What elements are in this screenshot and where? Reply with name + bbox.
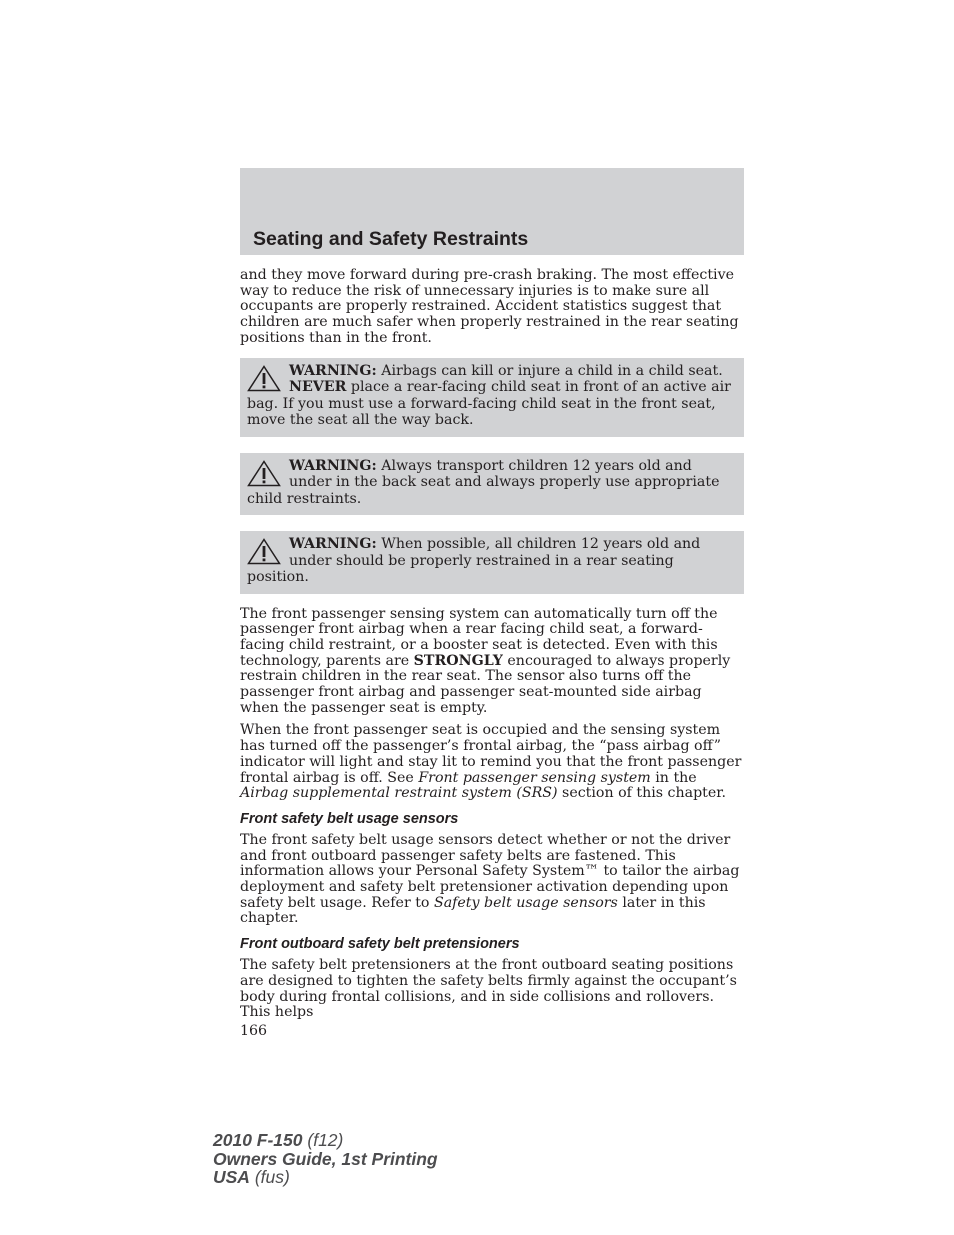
- page-number: 166: [240, 1022, 268, 1039]
- emphasis-never: NEVER: [289, 379, 347, 396]
- footer-line-guide: Owners Guide, 1st Printing: [213, 1148, 438, 1169]
- cross-reference: Safety belt usage sensors: [433, 894, 618, 911]
- usage-sensors-paragraph: The front safety belt usage sensors detect whether or not the driver and front outboard passenger safety belts are fastened. This information allows your Personal Safety System™ to tailor the airbag deployment and safety belt pretensioner activation depending upon safety belt usage. Refer to Safety belt usage sensors later in this chapter.: [240, 831, 740, 927]
- intro-paragraph: and they move forward during pre-crash braking. The most effective way to reduce the risk of unnecessary injuries is to make sure all occupants are properly restrained. Accident statistics suggest that children are much safer when properly restrained in the rear seating positions than in the front.: [240, 267, 739, 346]
- pretensioners-paragraph: The safety belt pretensioners at the front outboard seating positions are designed to tighten the safety belts firmly against the occupant’s body during frontal collisions, and in side collisions and rollovers. This helps: [240, 957, 737, 1021]
- sensing-paragraph: The front passenger sensing system can automatically turn off the passenger front airbag when a rear facing child seat, a forward-facing child restraint, or a booster seat is detected. Even with this technology, parents are STRONGLY encouraged to always properly restrain children in the rear seat. The sensor also turns off the passenger front airbag and passenger seat-mounted side airbag when the passenger seat is empty.: [240, 605, 731, 716]
- footer-line-model: 2010 F-150 (f12): [213, 1130, 344, 1150]
- warning-triangle-icon: [247, 365, 281, 392]
- cross-reference: Front passenger sensing system: [418, 769, 651, 786]
- warning-triangle-icon: [247, 460, 281, 487]
- chapter-title: Seating and Safety Restraints: [253, 228, 529, 250]
- page-content: [240, 268, 744, 1040]
- warning-text-2: WARNING: Always transport children 12 years old and under in the back seat and always properly use appropriate child restraints.: [247, 457, 720, 507]
- warning-label: WARNING:: [289, 457, 377, 474]
- warning-label: WARNING:: [289, 362, 377, 379]
- occupied-paragraph: When the front passenger seat is occupied and the sensing system has turned off the passenger’s frontal airbag, the “pass airbag off” indicator will light and stay lit to remind you that the front passenger frontal airbag is off. See Front passenger sensing system in the Airbag supplemental restraint system (SRS) section of this chapter.: [240, 722, 742, 802]
- section-heading-pretensioners: Front outboard safety belt pretensioners: [240, 936, 520, 953]
- warning-box-3: [240, 531, 744, 594]
- emphasis-strongly: STRONGLY: [413, 652, 503, 669]
- chapter-header-band: [240, 168, 744, 255]
- footer-line-region: USA (fus): [213, 1167, 290, 1187]
- warning-box-1: [240, 358, 744, 437]
- warning-text-1: WARNING: Airbags can kill or injure a child in a child seat. NEVER place a rear-facing child seat in front of an active air bag. If you must use a forward-facing child seat in the front seat, move the seat all the way back.: [247, 362, 731, 429]
- warning-label: WARNING:: [289, 536, 377, 553]
- cross-reference: Airbag supplemental restraint system (SRS): [240, 785, 558, 802]
- warning-box-2: [240, 453, 744, 516]
- document-footer: [213, 1131, 438, 1187]
- section-heading-usage-sensors: Front safety belt usage sensors: [240, 810, 459, 827]
- warning-triangle-icon: [247, 538, 281, 565]
- warning-text-3: WARNING: When possible, all children 12 years old and under should be properly restrained in a rear seating position.: [247, 536, 701, 586]
